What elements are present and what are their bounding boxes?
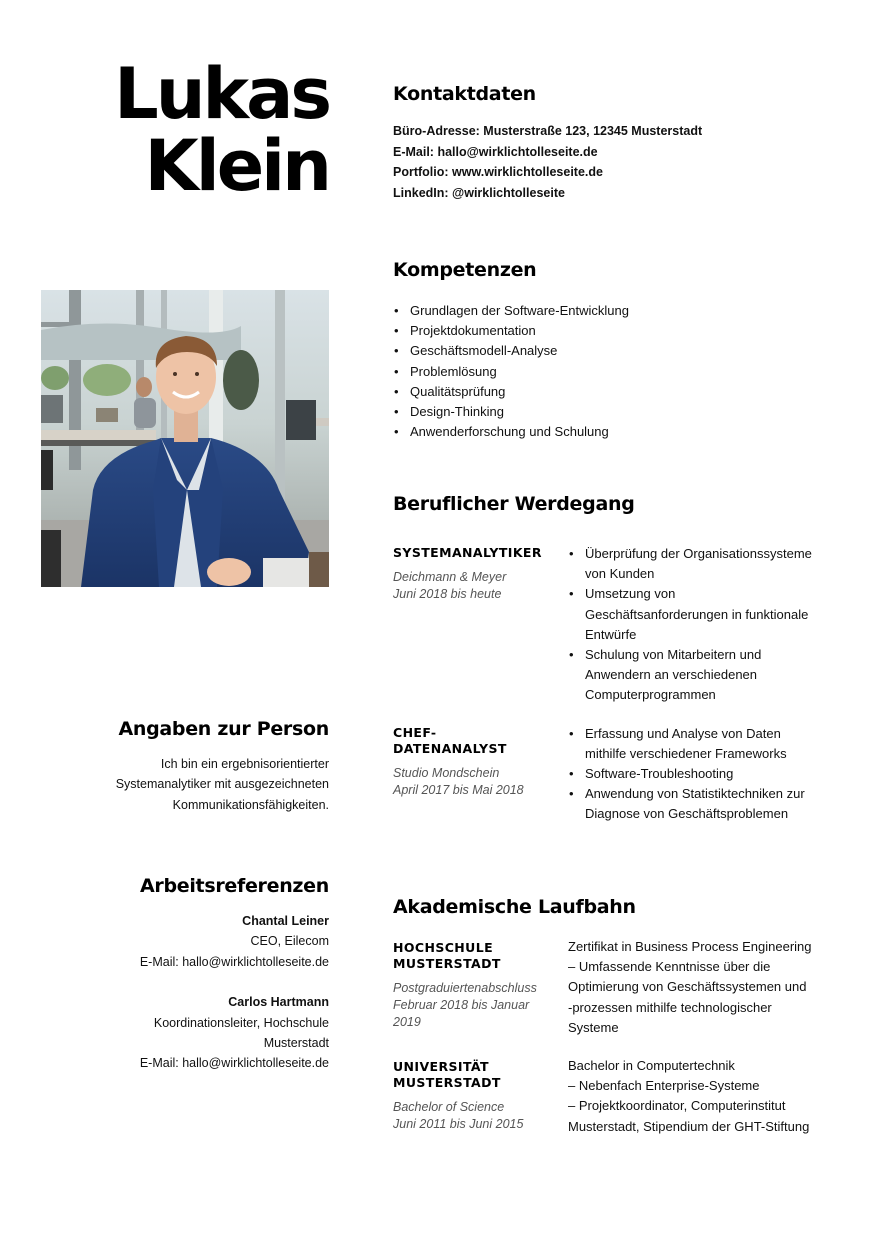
education-detail: – Projektkoordinator, Computerinstitut Musterstadt, Stipendium der GHT-Stiftung — [568, 1098, 810, 1134]
reference-email[interactable]: E-Mail: hallo@wirklichtolleseite.de — [139, 954, 329, 969]
skill-item: • Projektdokumentation — [393, 321, 629, 341]
institution-name: HOCHSCHULE MUSTERSTADT — [393, 940, 501, 971]
skill-item: • Grundlagen der Software-Entwicklung — [393, 301, 629, 321]
contact-section — [393, 83, 702, 203]
duty-item: • Anwendung von Statistiktechniken zur Diagnose von Geschäftsproblemen — [568, 784, 813, 824]
skills-section — [393, 259, 629, 442]
portfolio-link[interactable]: Portfolio: www.wirklichtolleseite.de — [393, 165, 603, 179]
education-entry — [393, 1059, 813, 1137]
references-heading: Arbeitsreferenzen — [139, 875, 329, 897]
job-title: SYSTEMANALYTIKER — [393, 545, 542, 560]
company-name: Deichmann & Meyer — [393, 570, 507, 584]
duty-item: • Erfassung und Analyse von Daten mithilfe verschiedener Frameworks — [568, 724, 813, 764]
degree: Bachelor of Science — [393, 1100, 505, 1115]
job-duties — [568, 544, 813, 706]
references-section — [79, 875, 329, 1074]
skills-list — [393, 301, 629, 442]
job-period: April 2017 bis Mai 2018 — [393, 782, 524, 797]
education-entry — [393, 940, 813, 1038]
education-heading: Akademische Laufbahn — [393, 896, 636, 918]
study-period: Juni 2011 bis Juni 2015 — [393, 1117, 524, 1132]
job-title: CHEF-DATENANALYST — [393, 724, 507, 756]
degree: Postgraduiertenabschluss — [393, 981, 537, 995]
duty-item: • Schulung von Mitarbeitern und Anwendern an verschiedenen Computerprogrammen — [568, 645, 813, 706]
about-text: Ich bin ein ergebnisorientierter Systemanalytiker mit ausgezeichneten Kommunikationsfähigkeiten. — [115, 757, 329, 812]
office-address: Büro-Adresse: Musterstraße 123, 12345 Musterstadt — [393, 124, 703, 138]
education-section — [393, 896, 813, 1137]
reference-name: Chantal Leiner — [242, 914, 329, 928]
email[interactable]: E-Mail: hallo@wirklichtolleseite.de — [393, 144, 598, 159]
reference-name: Carlos Hartmann — [228, 995, 329, 1010]
company-name: Studio Mondschein — [393, 765, 500, 780]
linkedin-handle[interactable]: LinkedIn: @wirklichtolleseite — [393, 185, 565, 200]
contact-heading: Kontaktdaten — [393, 83, 536, 105]
about-section — [69, 718, 329, 815]
duty-item: • Software-Troubleshooting — [568, 764, 813, 784]
candidate-name — [114, 53, 329, 207]
skills-heading: Kompetenzen — [393, 259, 537, 281]
skill-item: • Anwenderforschung und Schulung — [393, 422, 629, 442]
education-detail: Zertifikat in Business Process Engineering — [568, 939, 812, 954]
skill-item: • Problemlösung — [393, 362, 629, 382]
job-duties — [568, 724, 813, 825]
skill-item: • Geschäftsmodell-Analyse — [393, 341, 629, 361]
first-name: Lukas — [114, 53, 329, 135]
reference-email[interactable]: E-Mail: hallo@wirklichtolleseite.de — [139, 1056, 329, 1071]
career-entry — [393, 725, 813, 825]
job-period: Juni 2018 bis heute — [393, 587, 502, 601]
reference-role: Koordinationsleiter, Hochschule Musterstadt — [153, 1015, 329, 1051]
career-heading: Beruflicher Werdegang — [393, 493, 635, 515]
institution-name: UNIVERSITÄT MUSTERSTADT — [393, 1059, 501, 1091]
last-name: Klein — [144, 125, 329, 207]
about-heading: Angaben zur Person — [118, 718, 329, 740]
skill-item: • Qualitätsprüfung — [393, 382, 629, 402]
study-period: Februar 2018 bis Januar 2019 — [393, 998, 530, 1029]
education-detail: – Nebenfach Enterprise-Systeme — [568, 1078, 760, 1094]
education-detail: – Umfassende Kenntnisse über die Optimierung von Geschäftssystemen und -prozessen mithilfe technologischer Systeme — [568, 959, 807, 1035]
duty-item: • Umsetzung von Geschäftsanforderungen in funktionale Entwürfe — [568, 584, 813, 645]
reference-item — [79, 911, 329, 972]
skill-item: • Design-Thinking — [393, 402, 629, 422]
career-entry — [393, 545, 813, 706]
duty-item: • Überprüfung der Organisationssysteme von Kunden — [568, 544, 813, 584]
profile-photo — [41, 290, 329, 587]
education-detail: Bachelor in Computertechnik — [568, 1058, 735, 1074]
reference-role: CEO, Eilecom — [250, 934, 329, 949]
career-section — [393, 493, 813, 825]
reference-item — [79, 992, 329, 1074]
